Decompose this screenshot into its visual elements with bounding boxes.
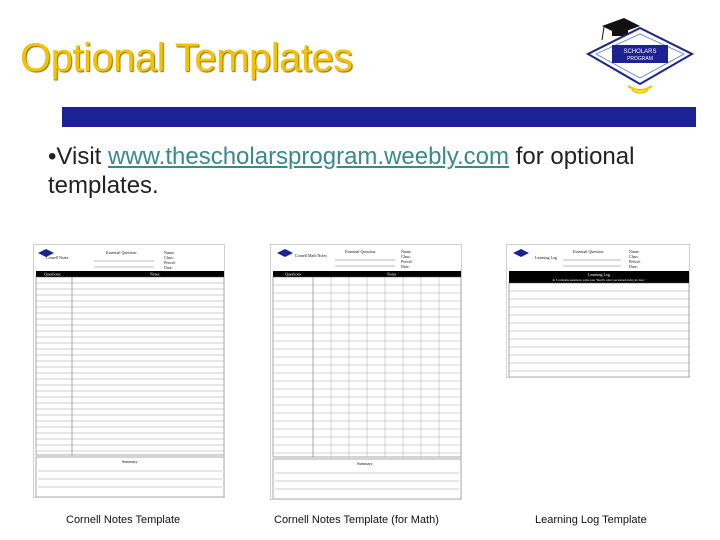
t1-field-1: Class: (164, 255, 174, 260)
t3-title: Learning Log (535, 255, 557, 260)
bullet-prefix: Visit (56, 143, 108, 170)
t3-bar-sub: In 5 complete sentences, write your "Really what you learned today in class." (552, 278, 646, 282)
t2-field-3: Date: (401, 264, 410, 269)
t3-field-1: Class: (629, 254, 639, 259)
bullet-text (48, 142, 688, 200)
title-divider-bar (62, 107, 696, 127)
t2-field-2: Period: (401, 259, 413, 264)
caption-learning-log: Learning Log Template (535, 514, 647, 526)
t2-field-1: Class: (401, 254, 411, 259)
t1-eq: Essential Question: (106, 250, 137, 255)
t3-bar-title: Learning Log (588, 272, 610, 277)
t1-ruled-lines (36, 283, 224, 451)
t1-col-right: Notes: (150, 271, 161, 277)
t1-col-left: Questions: (44, 271, 62, 277)
t1-field-0: Name: (164, 250, 175, 255)
bullet-suffix: for optional templates. (48, 143, 635, 199)
t1-field-2: Period: (164, 260, 176, 265)
t2-col-left: Questions (285, 271, 301, 277)
t3-eq: Essential Question: (573, 249, 604, 254)
cornell-notes-thumbnail[interactable] (33, 244, 225, 498)
t1-title: Cornell Notes (46, 255, 69, 260)
t3-field-3: Date: (629, 264, 638, 269)
caption-cornell-math: Cornell Notes Template (for Math) (274, 514, 439, 526)
t3-field-0: Name: (629, 249, 640, 254)
t1-summary: Summary (122, 459, 138, 464)
logo-line1: SCHOLARS (623, 49, 657, 55)
cornell-math-thumbnail[interactable] (270, 244, 462, 500)
t3-ruled-lines (509, 291, 689, 371)
website-link[interactable]: www.thescholarsprogram.weebly.com (107, 143, 510, 170)
t3-field-2: Period: (629, 259, 641, 264)
logo-line2: PROGRAM (627, 56, 653, 62)
slide-title: Optional Templates (20, 36, 353, 80)
t2-eq: Essential Question: (345, 249, 376, 254)
t2-summary: Summary (357, 461, 373, 466)
bullet-marker: • (48, 143, 57, 170)
t2-grid (273, 277, 461, 457)
t2-title: Cornell Math Notes (295, 253, 327, 258)
t1-field-3: Date: (164, 265, 173, 270)
t2-col-right: Notes (387, 271, 397, 277)
learning-log-thumbnail[interactable] (506, 244, 690, 378)
scholars-program-logo (584, 14, 696, 98)
caption-cornell-notes: Cornell Notes Template (66, 514, 181, 526)
t2-field-0: Name: (401, 249, 412, 254)
